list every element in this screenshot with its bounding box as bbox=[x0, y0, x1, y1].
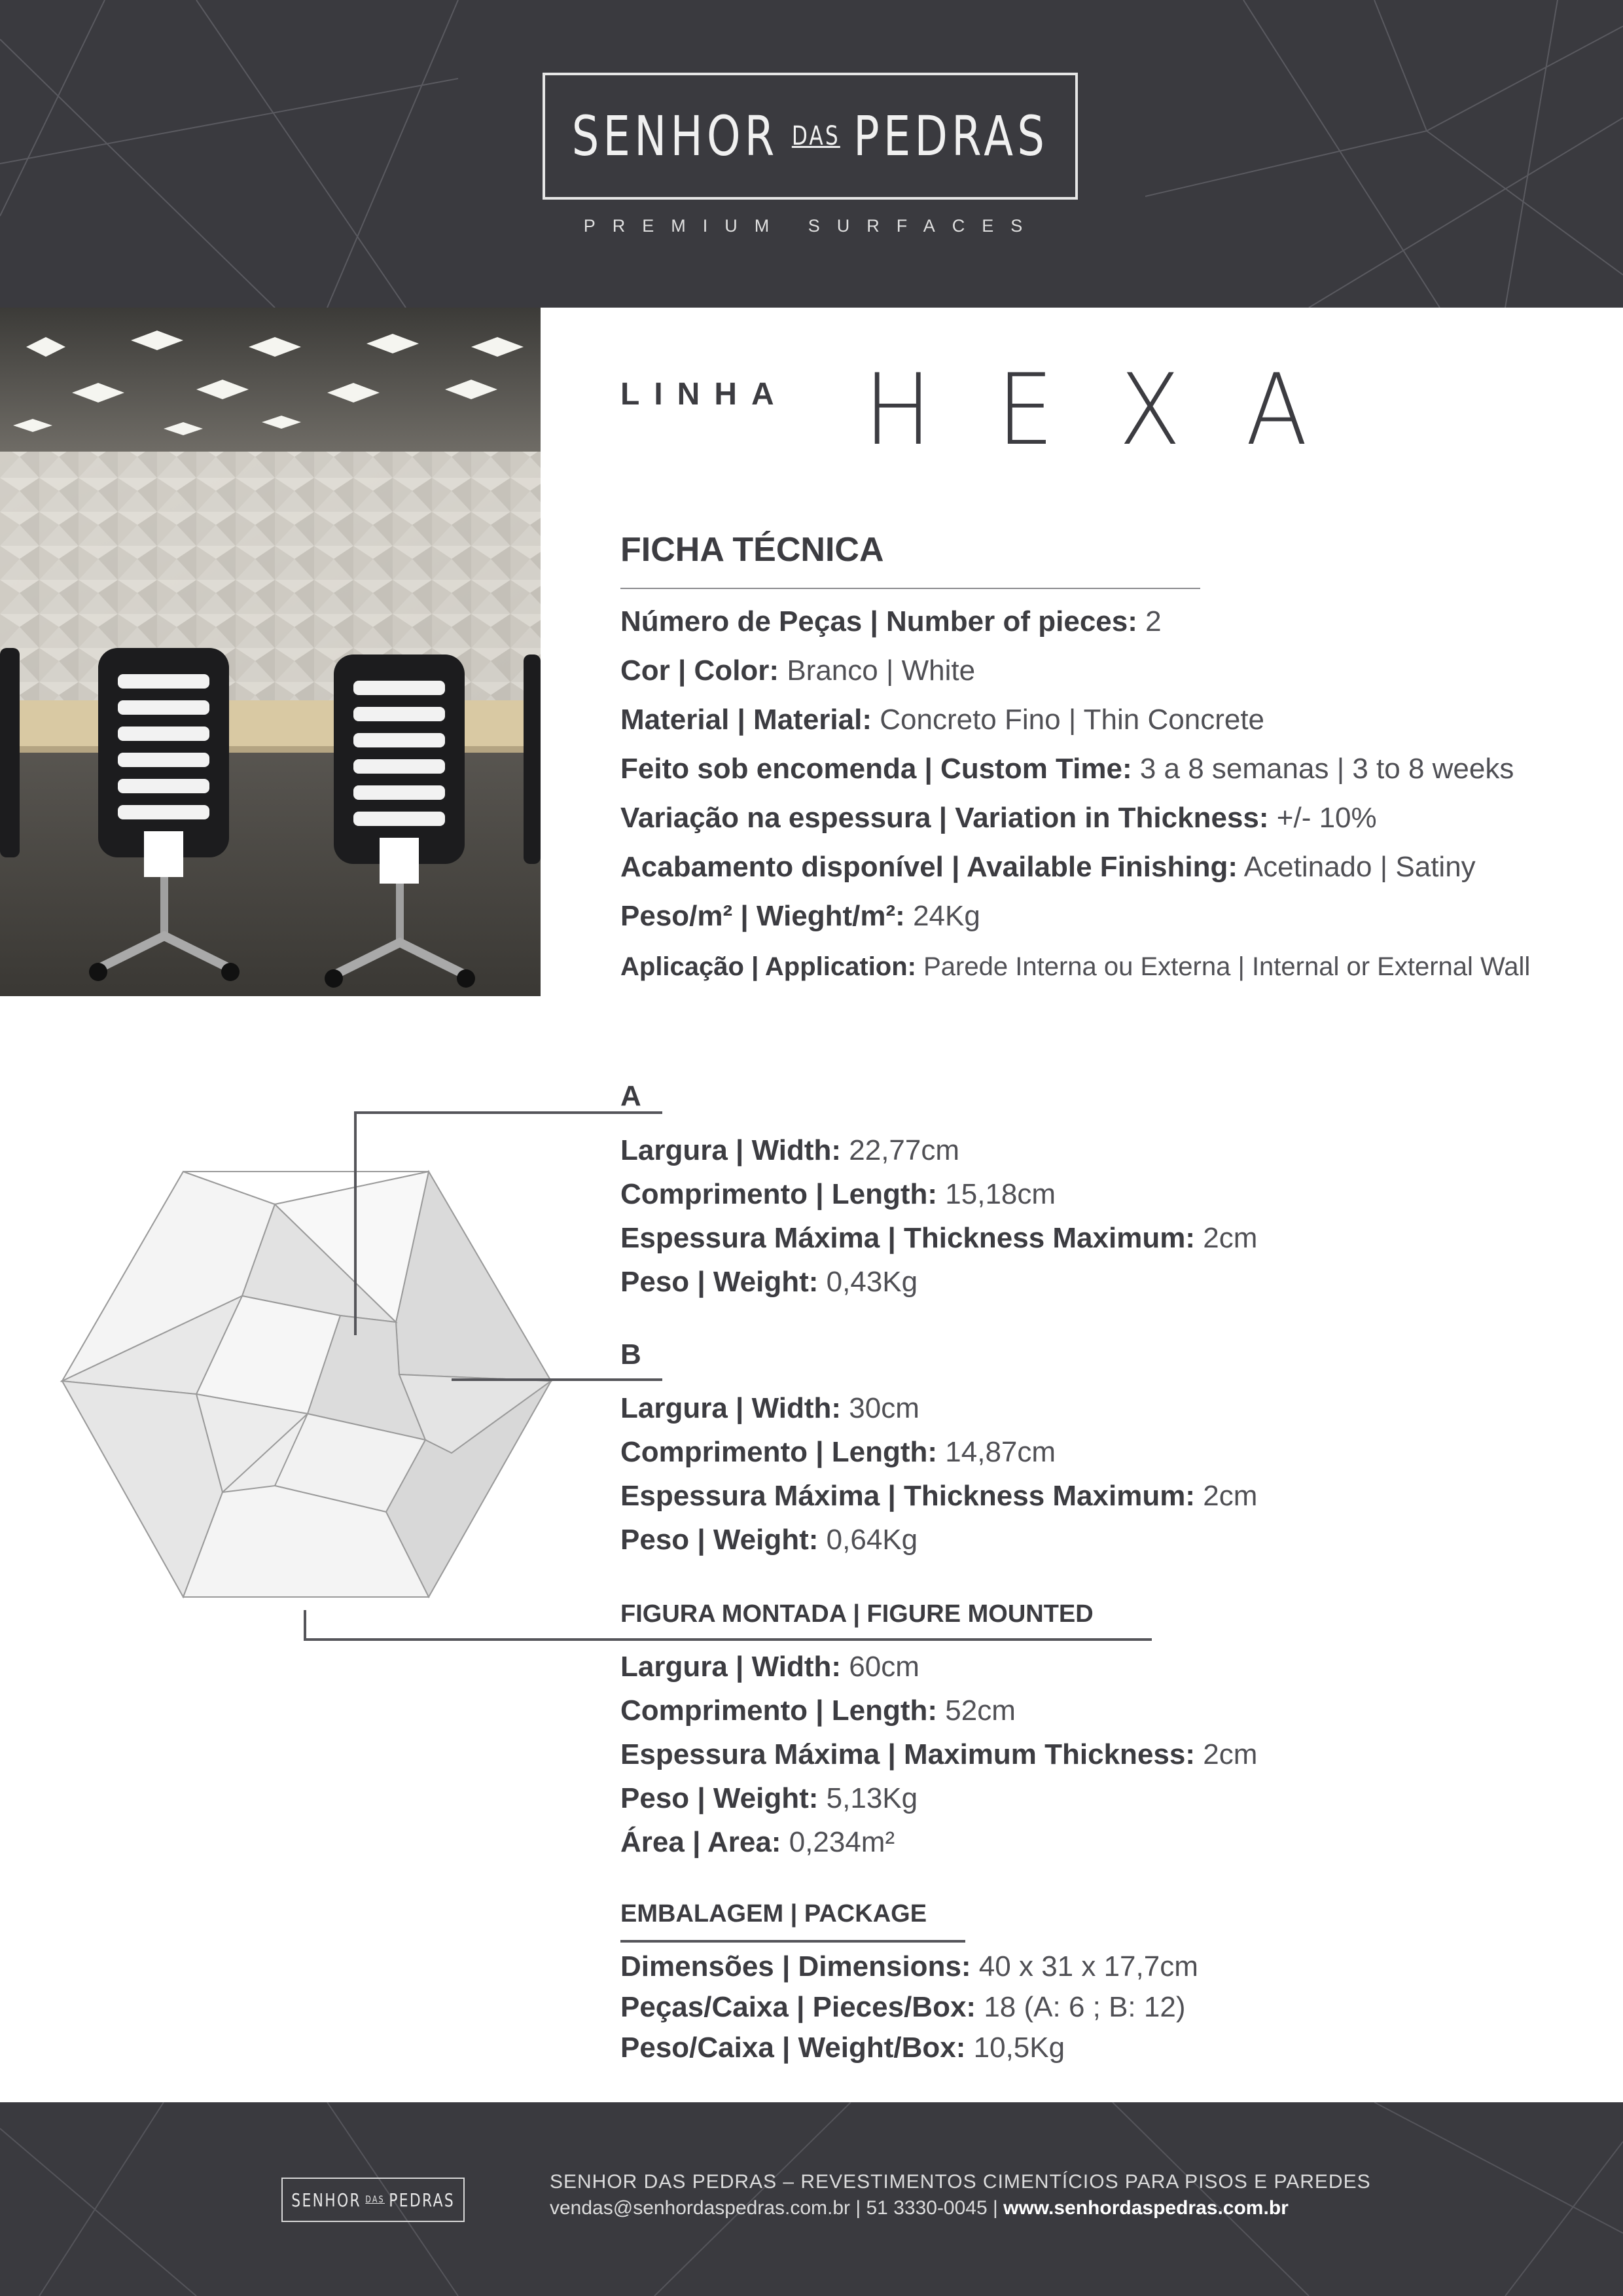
package-title: EMBALAGEM | PACKAGE bbox=[620, 1900, 927, 1928]
spec-row: Peso | Weight: 5,13Kg bbox=[620, 1782, 918, 1814]
spec-row: Peso/Caixa | Weight/Box: 10,5Kg bbox=[620, 2032, 1065, 2064]
spec-row: Variação na espessura | Variation in Thickness: +/- 10% bbox=[620, 802, 1377, 834]
spec-row: Largura | Width: 30cm bbox=[620, 1392, 919, 1424]
brand-tagline: PREMIUM SURFACES bbox=[583, 216, 1040, 236]
spec-row: Largura | Width: 60cm bbox=[620, 1651, 919, 1683]
product-line-label: LINHA bbox=[620, 377, 789, 412]
spec-row: Espessura Máxima | Thickness Maximum: 2cm bbox=[620, 1480, 1258, 1512]
logo-word-senhor: SENHOR bbox=[571, 104, 779, 168]
piece-a-title: A bbox=[620, 1080, 641, 1112]
spec-row: Peso | Weight: 0,43Kg bbox=[620, 1266, 918, 1298]
spec-row: Feito sob encomenda | Custom Time: 3 a 8 semanas | 3 to 8 weeks bbox=[620, 753, 1514, 785]
footer-logo-word-senhor: SENHOR bbox=[291, 2189, 361, 2211]
logo-word-das: DAS bbox=[791, 121, 840, 151]
spec-row: Comprimento | Length: 15,18cm bbox=[620, 1178, 1056, 1210]
product-name: HEXA bbox=[864, 353, 1373, 467]
footer-logo-word-das: DAS bbox=[365, 2195, 385, 2205]
spec-row: Comprimento | Length: 14,87cm bbox=[620, 1436, 1056, 1468]
technical-sheet-title: FICHA TÉCNICA bbox=[620, 531, 884, 569]
spec-row: Espessura Máxima | Thickness Maximum: 2cm bbox=[620, 1222, 1258, 1254]
spec-row: Peso/m² | Wieght/m²: 24Kg bbox=[620, 900, 980, 932]
spec-row: Cor | Color: Branco | White bbox=[620, 655, 976, 687]
spec-row: Aplicação | Application: Parede Interna ou Externa | Internal or External Wall bbox=[620, 952, 1531, 981]
spec-row: Espessura Máxima | Maximum Thickness: 2cm bbox=[620, 1738, 1258, 1770]
footer-contact-line bbox=[550, 2197, 1289, 2219]
spec-row: Peças/Caixa | Pieces/Box: 18 (A: 6 ; B: 12) bbox=[620, 1991, 1186, 2023]
piece-b-title: B bbox=[620, 1338, 641, 1371]
spec-row: Peso | Weight: 0,64Kg bbox=[620, 1524, 918, 1556]
footer-company-line: SENHOR DAS PEDRAS – REVESTIMENTOS CIMENTÍCIOS PARA PISOS E PAREDES bbox=[550, 2171, 1371, 2193]
footer-website-link[interactable]: www.senhordaspedras.com.br bbox=[1003, 2197, 1289, 2219]
spec-row: Número de Peças | Number of pieces: 2 bbox=[620, 605, 1162, 637]
mounted-figure-title: FIGURA MONTADA | FIGURE MOUNTED bbox=[620, 1600, 1094, 1628]
spec-row: Material | Material: Concreto Fino | Thin Concrete bbox=[620, 704, 1265, 736]
spec-row: Área | Area: 0,234m² bbox=[620, 1826, 895, 1858]
spec-row: Acabamento disponível | Available Finishing: Acetinado | Satiny bbox=[620, 851, 1476, 883]
logo-word-pedras: PEDRAS bbox=[853, 104, 1049, 168]
footer-logo bbox=[281, 2178, 465, 2222]
spec-row: Comprimento | Length: 52cm bbox=[620, 1695, 1016, 1727]
spec-row: Dimensões | Dimensions: 40 x 31 x 17,7cm bbox=[620, 1950, 1198, 1982]
footer-contact[interactable]: vendas@senhordaspedras.com.br | 51 3330-0045 | bbox=[550, 2197, 1004, 2219]
footer-banner bbox=[0, 2102, 1623, 2296]
spec-row: Largura | Width: 22,77cm bbox=[620, 1134, 960, 1166]
footer-logo-word-pedras: PEDRAS bbox=[389, 2189, 455, 2211]
